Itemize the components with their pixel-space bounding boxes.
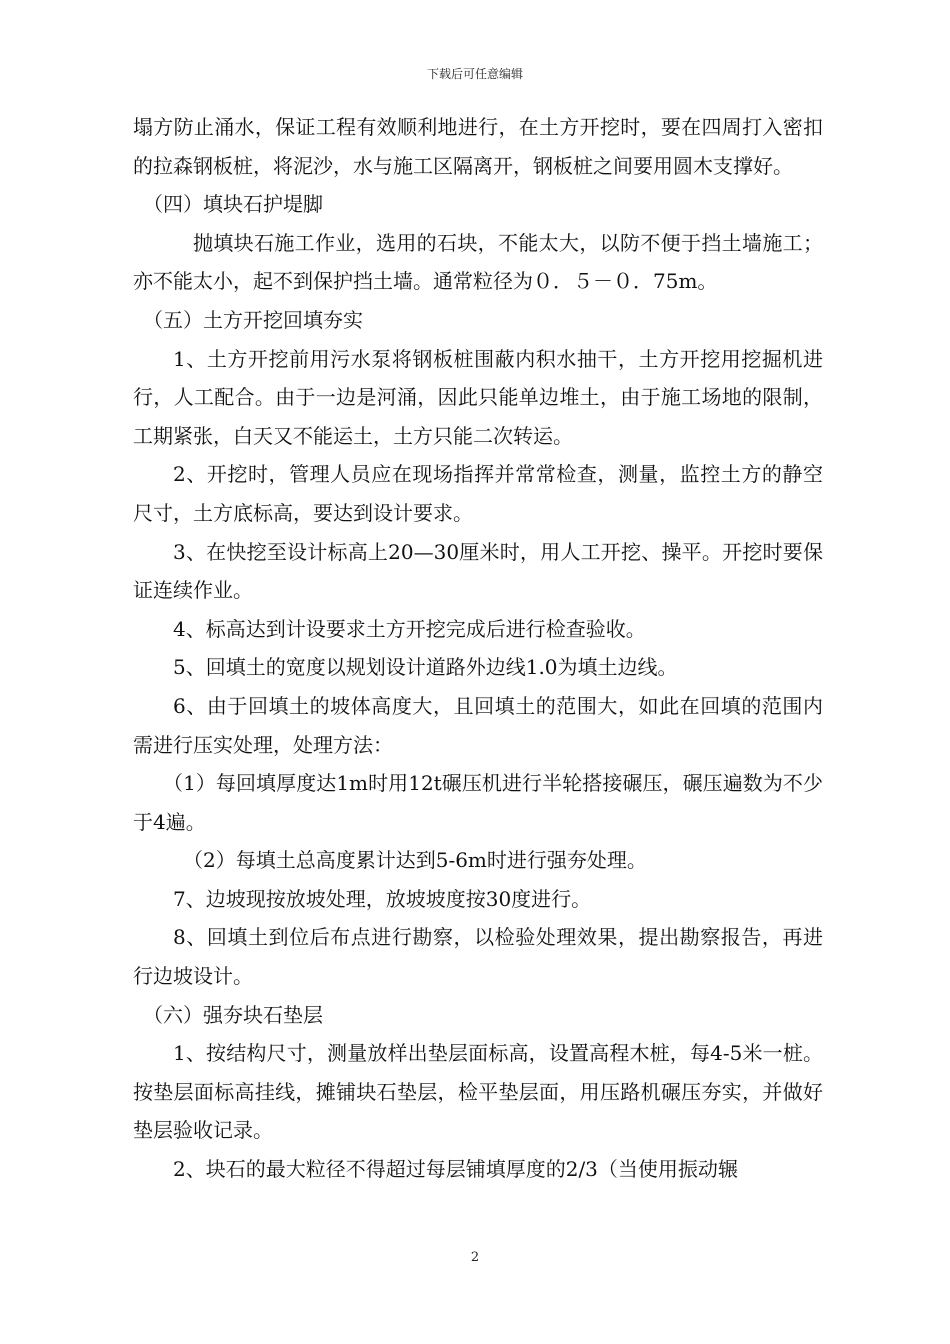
list-item-cushion-1: 1、按结构尺寸，测量放样出垫层面标高，设置高程木桩，每4-5米一桩。按垫层面标高挂线，摊铺块石垫层，检平垫层面，用压路机碾压夯实，并做好垫层验收记录。 — [133, 1041, 823, 1143]
section-heading-6: （六）强夯块石垫层 — [143, 1002, 323, 1027]
paragraph-collapse-prevention: 塌方防止涌水，保证工程有效顺利地进行，在土方开挖时，要在四周打入密扣的拉森钢板桩，将泥沙，水与施工区隔离开，钢板桩之间要用圆木支撑好。 — [133, 115, 823, 178]
list-item-1: 1、土方开挖前用污水泵将钢板桩围蔽内积水抽干，土方开挖用挖掘机进行，人工配合。由于一边是河涌，因此只能单边堆土，由于施工场地的限制，工期紧张，白天又不能运土，土方只能二次转运。 — [133, 346, 823, 448]
list-item-cushion-2: 2、块石的最大粒径不得超过每层铺填厚度的2/3（当使用振动辗 — [173, 1157, 738, 1182]
sub-item-1: （1）每回填厚度达1m时用12t碾压机进行半轮搭接碾压，碾压遍数为不少于4遍。 — [133, 771, 823, 834]
document-body — [133, 108, 823, 1189]
list-item-3: 3、在快挖至设计标高上20—30厘米时，用人工开挖、操平。开挖时要保证连续作业。 — [133, 539, 823, 603]
list-item-4: 4、标高达到计设要求土方开挖完成后进行检查验收。 — [173, 616, 646, 641]
section-heading-4: （四）填块石护堤脚 — [143, 192, 323, 217]
list-item-2: 2、开挖时，管理人员应在现场指挥并常常检查，测量，监控土方的静空尺寸，土方底标高，要达到设计要求。 — [133, 462, 823, 525]
page-header: 下载后可任意编辑 — [426, 67, 523, 81]
page-number: 2 — [470, 1250, 480, 1265]
list-item-7: 7、边坡现按放坡处理，放坡坡度按30度进行。 — [173, 886, 592, 911]
list-item-8: 8、回填土到位后布点进行勘察，以检验处理效果，提出勘察报告，再进行边坡设计。 — [133, 925, 823, 989]
list-item-5: 5、回填土的宽度以规划设计道路外边线1.0为填土边线。 — [173, 655, 678, 680]
list-item-6: 6、由于回填土的坡体高度大，且回填土的范围大，如此在回填的范围内需进行压实处理，处理方法： — [133, 693, 823, 757]
sub-item-2: （2）每填土总高度累计达到5-6m时进行强夯处理。 — [183, 848, 647, 873]
paragraph-riprap: 抛填块石施工作业，选用的石块，不能太大，以防不便于挡土墙施工；亦不能太小，起不到保护挡土墙。通常粒径为０．５－０．75m。 — [133, 230, 823, 294]
section-heading-5: （五）土方开挖回填夯实 — [143, 307, 363, 332]
